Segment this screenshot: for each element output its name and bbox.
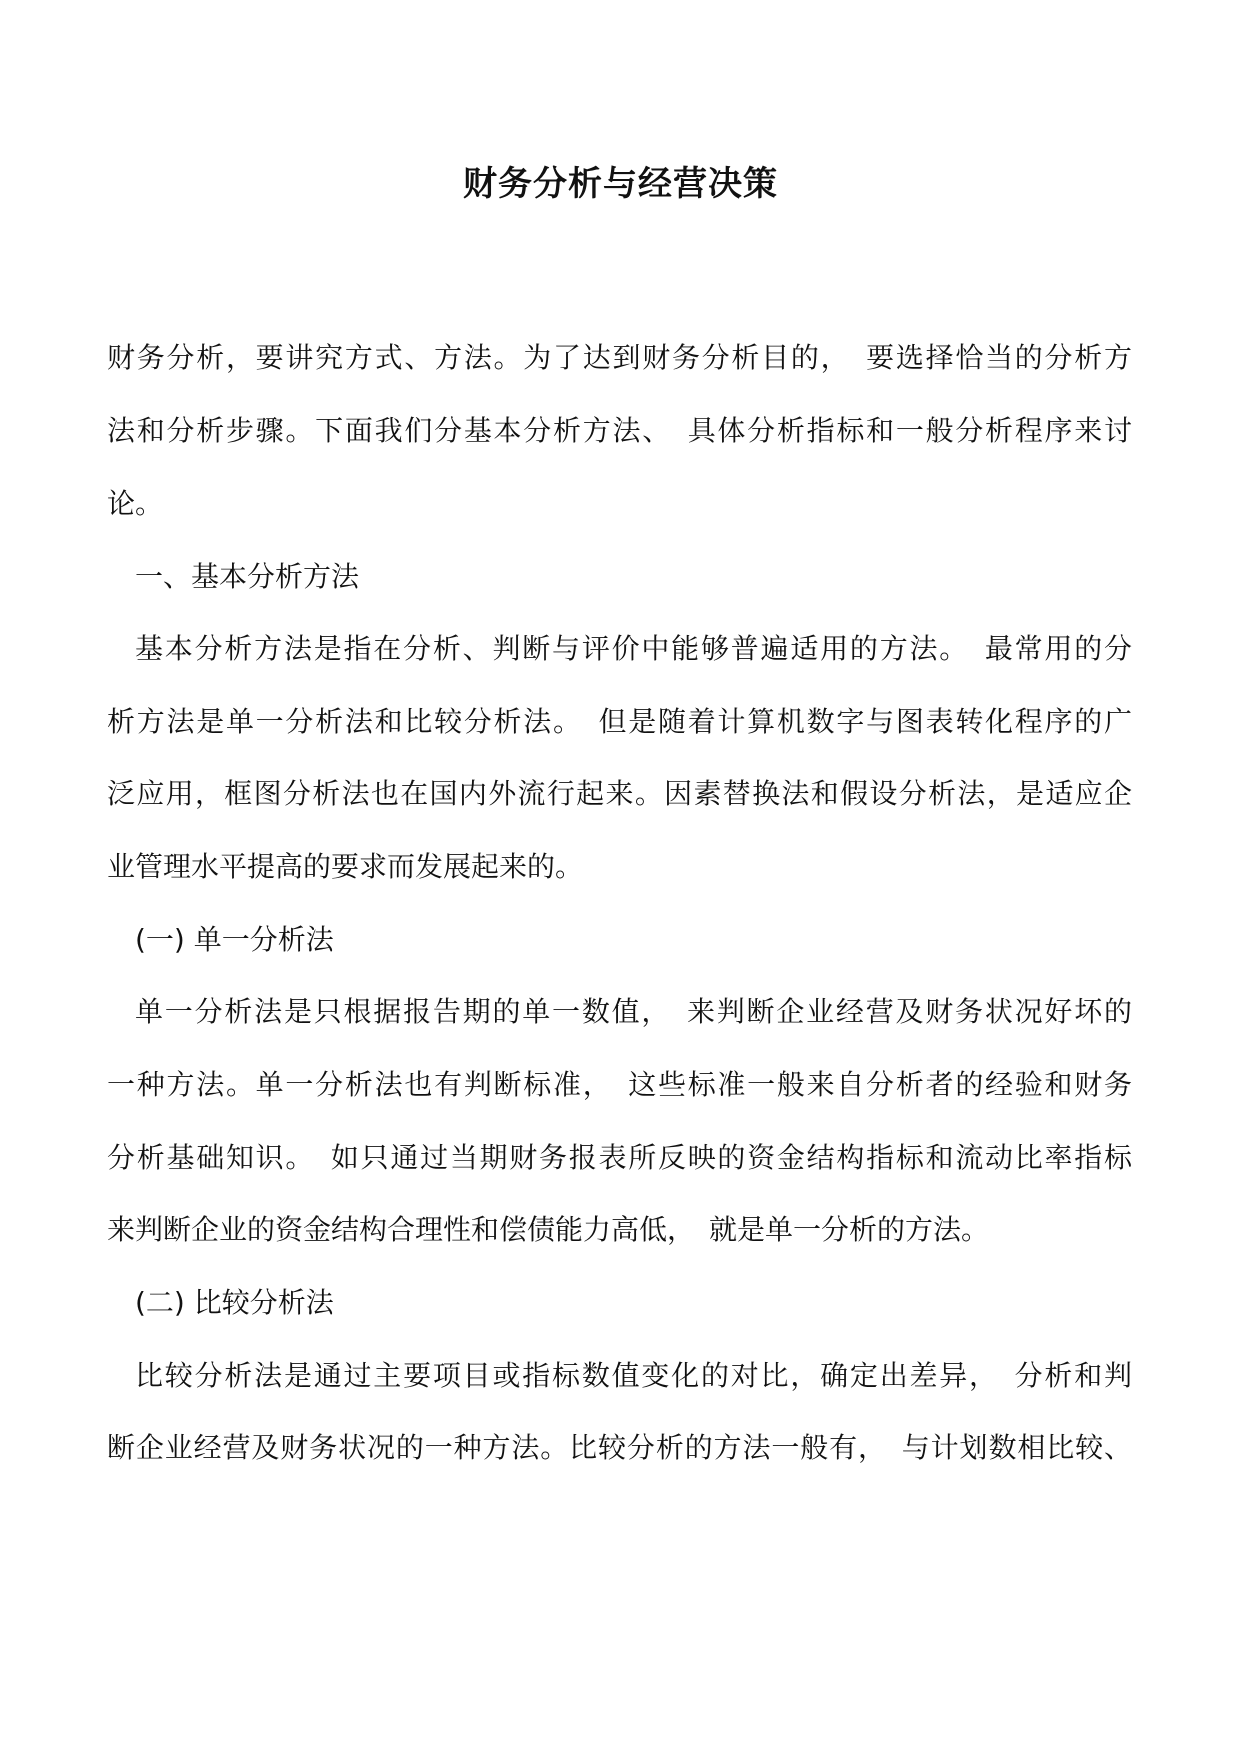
section-heading: 一、基本分析方法 xyxy=(135,560,360,593)
paragraph-line: 论。 xyxy=(107,487,164,520)
subsection-heading: (一) 单一分析法 xyxy=(135,923,334,956)
paragraph-line: 来判断企业的资金结构合理性和偿债能力高低， 就是单一分析的方法。 xyxy=(107,1213,990,1246)
paragraph-line: 一种方法。单一分析法也有判断标准， 这些标准一般来自分析者的经验和财务 xyxy=(107,1068,1132,1101)
paragraph-line: 基本分析方法是指在分析、判断与评价中能够普遍适用的方法。 最常用的分 xyxy=(135,632,1132,665)
subsection-heading: (二) 比较分析法 xyxy=(135,1286,334,1319)
paragraph-line: 析方法是单一分析法和比较分析法。 但是随着计算机数字与图表转化程序的广 xyxy=(107,705,1132,738)
document-title: 财务分析与经营决策 xyxy=(463,164,778,204)
paragraph-line: 法和分析步骤。下面我们分基本分析方法、 具体分析指标和一般分析程序来讨 xyxy=(107,414,1132,447)
paragraph-line: 财务分析，要讲究方式、方法。为了达到财务分析目的， 要选择恰当的分析方 xyxy=(107,341,1132,374)
paragraph-line: 单一分析法是只根据报告期的单一数值， 来判断企业经营及财务状况好坏的 xyxy=(135,995,1132,1028)
paragraph-line: 比较分析法是通过主要项目或指标数值变化的对比，确定出差异， 分析和判 xyxy=(135,1359,1132,1392)
paragraph-line: 泛应用，框图分析法也在国内外流行起来。因素替换法和假设分析法，是适应企 xyxy=(107,777,1132,810)
paragraph-line: 业管理水平提高的要求而发展起来的。 xyxy=(107,850,584,883)
paragraph-line: 断企业经营及财务状况的一种方法。比较分析的方法一般有， 与计划数相比较、 xyxy=(107,1431,1132,1464)
paragraph-line: 分析基础知识。 如只通过当期财务报表所反映的资金结构指标和流动比率指标 xyxy=(107,1141,1132,1174)
